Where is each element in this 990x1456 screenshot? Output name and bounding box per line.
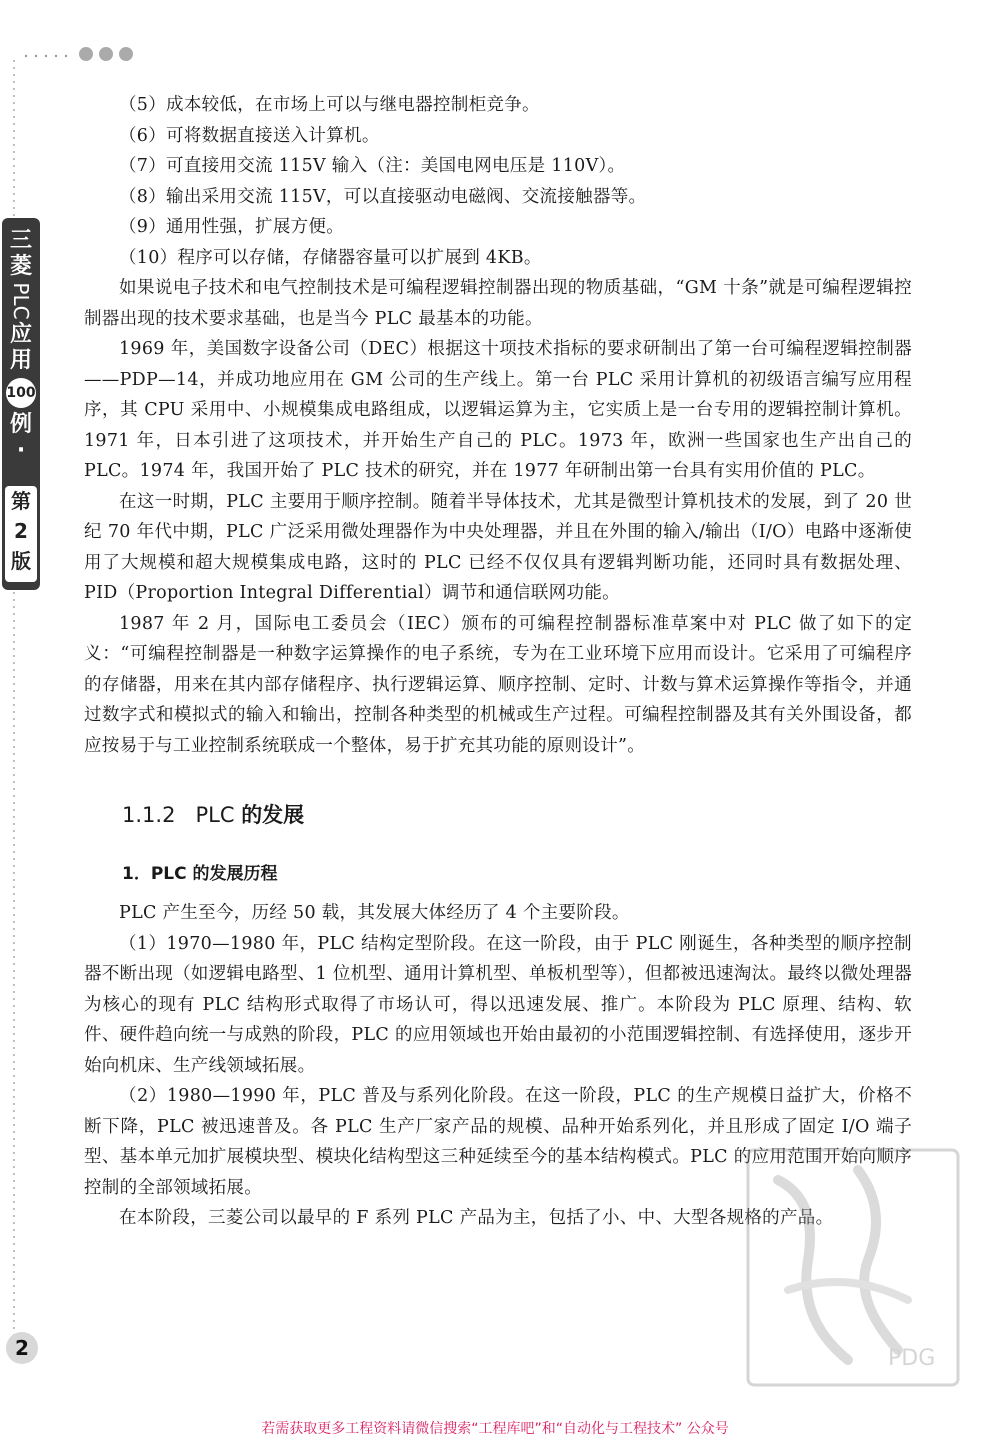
series-char: 三 (9, 228, 32, 253)
series-badge: 100 (6, 378, 36, 408)
list-item: （7）可直接用交流 115V 输入（注：美国电网电压是 110V）。 (119, 156, 626, 176)
page-body (84, 90, 912, 1234)
list-item: （9）通用性强，扩展方便。 (119, 217, 345, 237)
body-paragraph: 在本阶段，三菱公司以最早的 F 系列 PLC 产品为主，包括了小、中、大型各规格的产品。 (119, 1208, 834, 1228)
section-heading (84, 799, 912, 839)
list-item: （8）输出采用交流 115V，可以直接驱动电磁阀、交流接触器等。 (119, 186, 647, 207)
book-series-tab (2, 218, 40, 590)
body-paragraph: 在这一时期，PLC 主要用于顺序控制。随着半导体技术，尤其是微型计算机技术的发展，到了 20 世纪 70 年代中期，PLC 广泛采用微处理器作为中央处理器，并且在外围的输入/输出（I/O）电路中逐渐使用了大规模和超大规模集成电路，这时的 PLC 已经不仅仅具有逻辑判断功能，还同时具有数据处理、PID（Proportion Integral Differential）调节和通信联网功能。 (84, 491, 912, 603)
series-char: 菱 (9, 254, 32, 279)
watermark-seal (738, 1140, 968, 1395)
subsection-heading: 1．PLC 的发展历程 (122, 864, 278, 884)
section-title: 的发展 (241, 803, 305, 827)
section-latin: PLC (195, 803, 235, 827)
body-paragraph: 1969 年，美国数字设备公司（DEC）根据这十项技术指标的要求研制出了第一台可编程逻辑控制器——PDP—14，并成功地应用在 GM 公司的生产线上。第一台 PLC 采用计算机的初级语言编写应用程序，其 CPU 采用中、小规模集成电路组成，以逻辑运算为主，它实质上是一台专用的逻辑控制计算机。1971 年，日本引进了这项技术，并开始生产自己的 PLC。1973 年，欧洲一些国家也生产出自己的 PLC。1974 年，我国开始了 PLC 技术的研究，并在 1977 年研制出第一台具有实用价值的 PLC。 (84, 339, 912, 481)
list-item: （10）程序可以存储，存储器容量可以扩展到 4KB。 (119, 247, 542, 268)
list-item: （5）成本较低，在市场上可以与继电器控制柜竞争。 (119, 95, 540, 115)
list-item: （6）可将数据直接送入计算机。 (119, 125, 380, 146)
decorative-dots-icon (22, 44, 152, 64)
body-paragraph: （1）1970—1980 年，PLC 结构定型阶段。在这一阶段，由于 PLC 刚诞生，各种类型的顺序控制器不断出现（如逻辑电路型、1 位机型、通用计算机型、单板机型等），但都被迅速淘汰。最终以微处理器为核心的现有 PLC 结构形式取得了市场认可，得以迅速发展、推广。本阶段为 PLC 原理、结构、软件、硬件趋向统一与成熟的阶段，PLC 的应用领域也开始由最初的小范围逻辑控制、有选择使用，逐步开始向机床、生产线领域拓展。 (84, 933, 912, 1076)
series-char: 用 (9, 348, 32, 373)
body-paragraph: （2）1980—1990 年，PLC 普及与系列化阶段。在这一阶段，PLC 的生产规模日益扩大，价格不断下降，PLC 被迅速普及。各 PLC 生产厂家产品的规模、品种开始系列化，并且形成了固定 I/O 端子型、基本单元加扩展模块型、模块化结构型这三种延续至今的基本结构模式。PLC 的应用范围开始向顺序控制的全部领域拓展。 (84, 1086, 912, 1198)
footer-notice: 若需获取更多工程资料请微信搜索“工程库吧”和“自动化与工程技术” 公众号 (261, 1421, 729, 1437)
series-char: · (16, 438, 26, 463)
series-char: 例 (9, 412, 32, 437)
series-rotated: PLC (9, 282, 33, 320)
section-number: 1.1.2 (122, 803, 176, 827)
body-paragraph: PLC 产生至今，历经 50 载，其发展大体经历了 4 个主要阶段。 (119, 903, 630, 923)
edition-label: 第 2 版 (5, 486, 37, 582)
page-number: 2 (6, 1332, 38, 1364)
svg-text:PDG: PDG (888, 1346, 936, 1371)
body-paragraph: 1987 年 2 月，国际电工委员会（IEC）颁布的可编程控制器标准草案中对 PLC 做了如下的定义：“可编程控制器是一种数字运算操作的电子系统，专为在工业环境下应用而设计。它采用了可编程序的存储器，用来在其内部存储程序、执行逻辑运算、顺序控制、定时、计数与算术运算操作等指令，并通过数字式和模拟式的输入和输出，控制各种类型的机械或生产过程。可编程控制器及其有关外围设备，都应按易于与工业控制系统联成一个整体，易于扩充其功能的原则设计”。 (84, 613, 912, 756)
series-char: 应 (9, 322, 32, 347)
body-paragraph: 如果说电子技术和电气控制技术是可编程逻辑控制器出现的物质基础，“GM 十条”就是可编程逻辑控制器出现的技术要求基础，也是当今 PLC 最基本的功能。 (84, 278, 912, 329)
